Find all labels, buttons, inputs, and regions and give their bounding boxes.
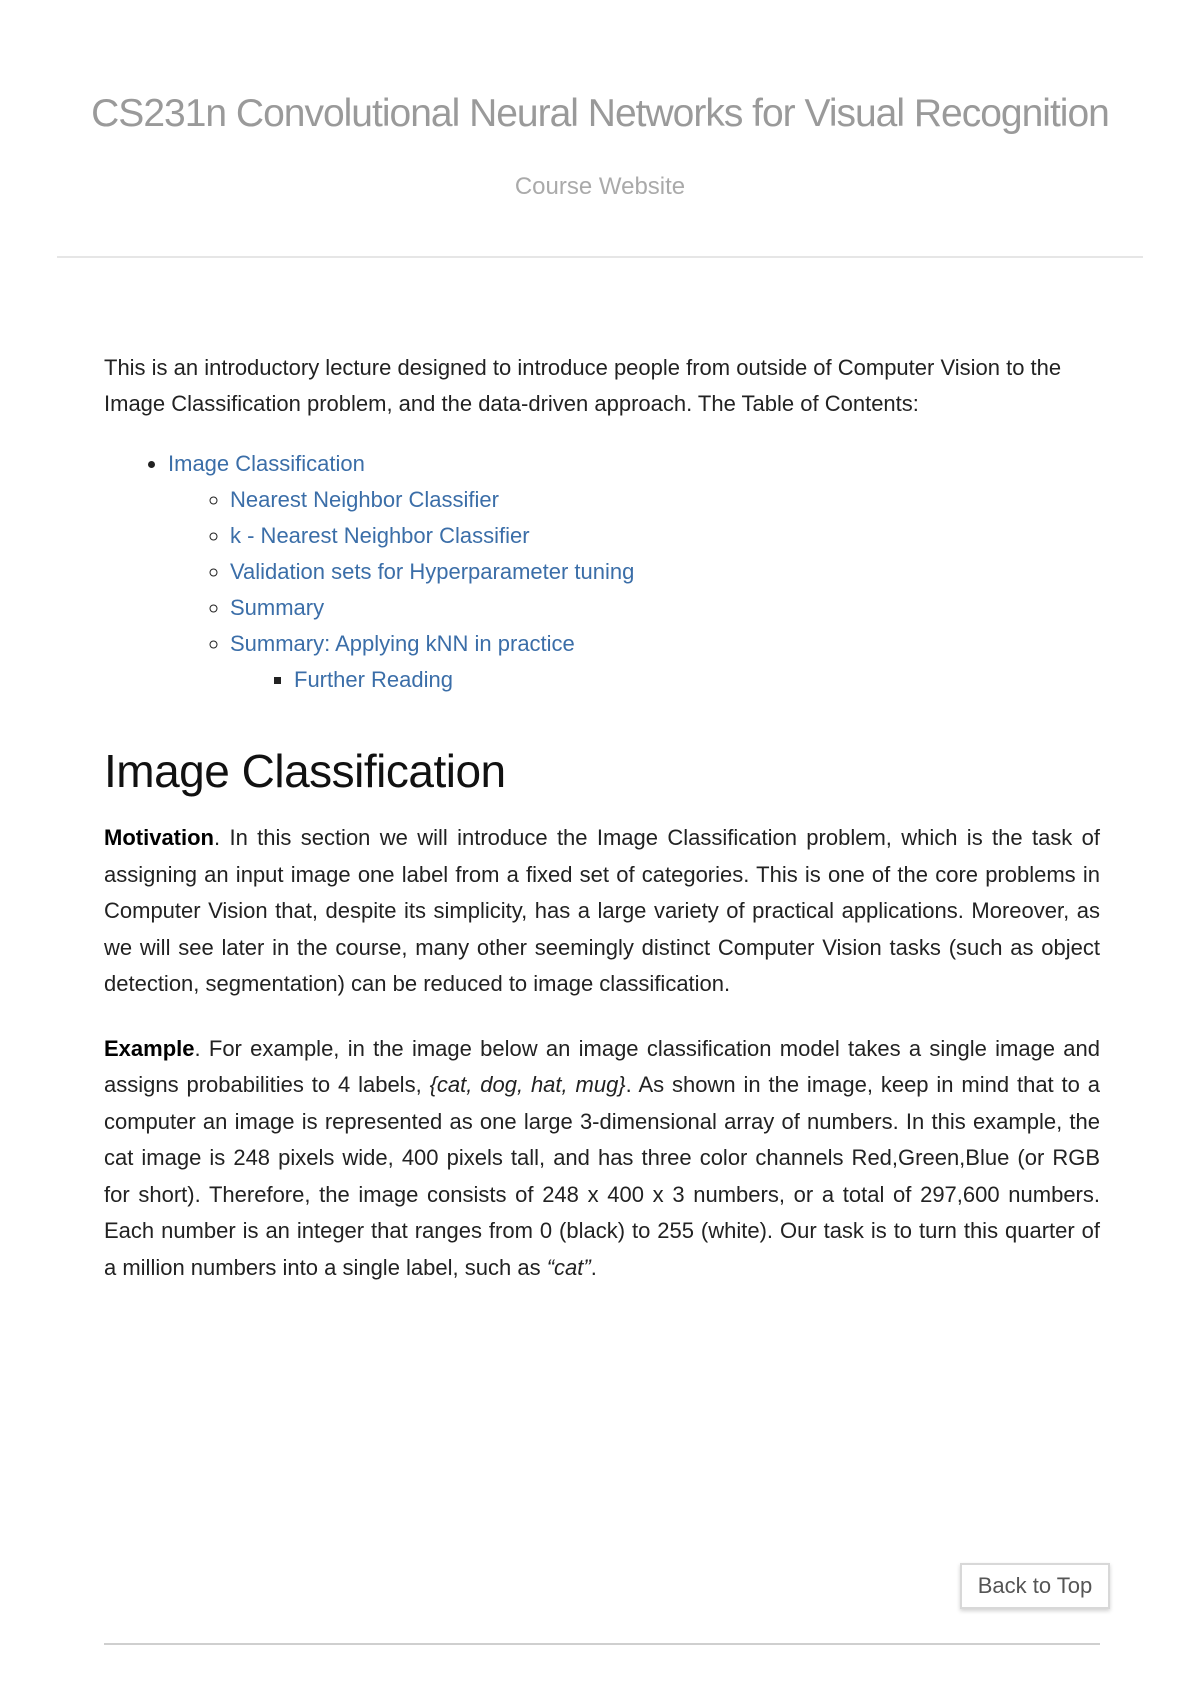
toc-link-nearest-neighbor[interactable]: Nearest Neighbor Classifier	[230, 487, 499, 512]
example-label: Example	[104, 1035, 195, 1061]
motivation-paragraph	[104, 820, 1100, 1003]
toc-sublist	[168, 482, 1100, 698]
toc-link-summary-knn-practice[interactable]: Summary: Applying kNN in practice	[230, 631, 575, 656]
toc-sublist	[230, 662, 1100, 698]
example-text-2: . As shown in the image, keep in mind that to a computer an image is represented as one large 3-dimensional array of numbers. In this example, the cat image is 248 pixels wide, 400 pixels tall, and has three color channels Red,Green,Blue (or RGB for short). Therefore, the image consists of 248 x 400 x 3 numbers, or a total of 297,600 numbers. Each number is an integer that ranges from 0 (black) to 255 (white). Our task is to turn this quarter of a million numbers into a single label, such as	[104, 1072, 1101, 1280]
toc-item	[230, 554, 1100, 590]
toc-item	[168, 446, 1100, 698]
example-end: .	[590, 1254, 597, 1280]
section-title: Image Classification	[104, 745, 506, 797]
header-divider	[57, 256, 1143, 258]
toc-link-image-classification[interactable]: Image Classification	[168, 451, 365, 476]
toc-link-validation-sets[interactable]: Validation sets for Hyperparameter tuning	[230, 559, 635, 584]
example-paragraph	[104, 1031, 1100, 1287]
toc-link-knn[interactable]: k - Nearest Neighbor Classifier	[230, 523, 530, 548]
toc-link-further-reading[interactable]: Further Reading	[294, 667, 453, 692]
toc-link-summary[interactable]: Summary	[230, 595, 325, 620]
motivation-text: . In this section we will introduce the Image Classification problem, which is the task of assigning an input image one label from a fixed set of categories. This is one of the core problems in Computer Vision that, despite its simplicity, has a large variety of practical applications. Moreover, as we will see later in the course, many other seemingly distinct Computer Vision tasks (such as object detection, segmentation) can be reduced to image classification.	[104, 825, 1100, 996]
motivation-label: Motivation	[104, 825, 214, 850]
example-label-set: {cat, dog, hat, mug}	[429, 1072, 626, 1097]
footer-divider	[104, 1643, 1100, 1645]
back-to-top-button[interactable]: Back to Top	[960, 1563, 1110, 1609]
toc-item	[230, 482, 1100, 518]
toc-item	[230, 626, 1100, 698]
main-content	[104, 350, 1100, 1314]
toc-item	[294, 662, 1100, 698]
site-subtitle[interactable]: Course Website	[514, 173, 686, 200]
example-cat-label: “cat”	[546, 1254, 591, 1280]
example-text-1: . For example, in the image below an image classification model takes a single image and assigns probabilities to 4 labels,	[104, 1035, 1100, 1097]
intro-paragraph: This is an introductory lecture designed to introduce people from outside of Computer Vision to the Image Classification problem, and the data-driven approach. The Table of Contents:	[104, 355, 1062, 416]
table-of-contents	[104, 446, 1100, 698]
toc-item	[230, 590, 1100, 626]
site-title[interactable]: CS231n Convolutional Neural Networks for Visual Recognition	[91, 92, 1109, 135]
toc-item	[230, 518, 1100, 554]
